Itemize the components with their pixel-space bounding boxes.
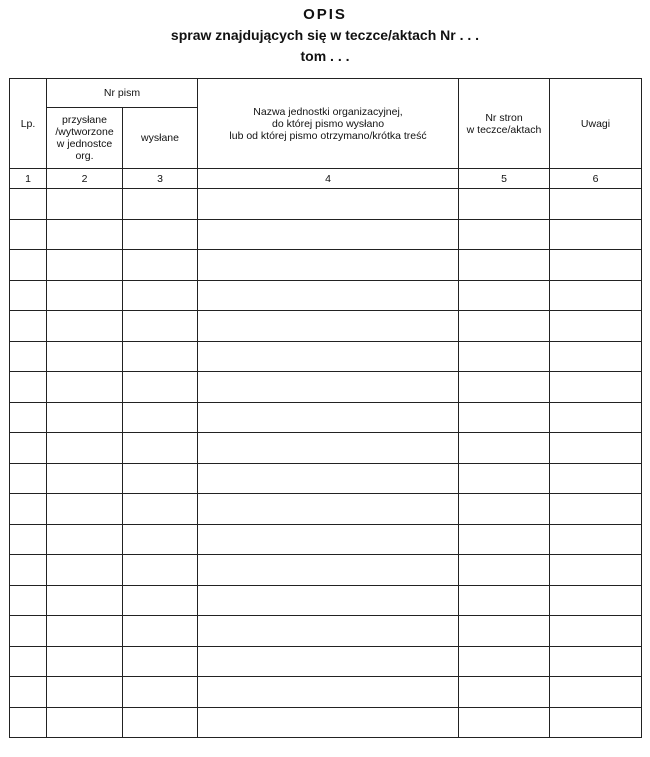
lp-cell (10, 189, 47, 220)
header-wyslane: wysłane (123, 108, 198, 169)
header-nr-stron-line: w teczce/aktach (466, 123, 542, 136)
lp-cell (10, 433, 47, 464)
lp-cell (10, 616, 47, 647)
header-nr-stron-line: Nr stron (485, 111, 523, 124)
table-row (10, 433, 642, 464)
header-nazwa-line: Nazwa jednostki organizacyjnej, (253, 105, 403, 118)
wyslane-cell (123, 646, 198, 677)
column-number: 6 (550, 169, 642, 189)
document-subtitle: spraw znajdujących się w teczce/aktach Nr . . . (170, 27, 480, 43)
nr-stron-cell (459, 463, 550, 494)
header-przyslane (47, 108, 123, 169)
volume-label: tom . . . (300, 48, 350, 64)
wyslane-cell (123, 311, 198, 342)
uwagi-cell (550, 433, 642, 464)
header-nr-stron (459, 79, 550, 169)
nazwa-cell (198, 585, 459, 616)
wyslane-cell (123, 250, 198, 281)
nazwa-cell (198, 494, 459, 525)
lp-cell (10, 311, 47, 342)
wyslane-cell (123, 219, 198, 250)
uwagi-cell (550, 219, 642, 250)
nr-stron-cell (459, 402, 550, 433)
header-nazwa-line: do której pismo wysłano (271, 117, 385, 130)
table-row (10, 250, 642, 281)
header-nazwa (198, 79, 459, 169)
nazwa-cell (198, 311, 459, 342)
wyslane-cell (123, 677, 198, 708)
table-row (10, 585, 642, 616)
nazwa-cell (198, 646, 459, 677)
uwagi-cell (550, 372, 642, 403)
przyslane-cell (47, 463, 123, 494)
header-przyslane-line: /wytworzone (55, 126, 114, 138)
nazwa-cell (198, 219, 459, 250)
nazwa-cell (198, 372, 459, 403)
lp-cell (10, 219, 47, 250)
przyslane-cell (47, 585, 123, 616)
table-row (10, 677, 642, 708)
nazwa-cell (198, 433, 459, 464)
column-number: 1 (10, 169, 47, 189)
uwagi-cell (550, 585, 642, 616)
nazwa-cell (198, 280, 459, 311)
table-row (10, 494, 642, 525)
table-row (10, 372, 642, 403)
nazwa-cell (198, 524, 459, 555)
header-lp: Lp. (10, 79, 47, 169)
uwagi-cell (550, 311, 642, 342)
lp-cell (10, 402, 47, 433)
nazwa-cell (198, 677, 459, 708)
table-row (10, 341, 642, 372)
uwagi-cell (550, 402, 642, 433)
header-uwagi: Uwagi (550, 79, 642, 169)
wyslane-cell (123, 280, 198, 311)
table-row (10, 616, 642, 647)
przyslane-cell (47, 524, 123, 555)
uwagi-cell (550, 616, 642, 647)
column-number: 4 (198, 169, 459, 189)
table-header (10, 79, 642, 189)
column-number: 2 (47, 169, 123, 189)
nazwa-cell (198, 707, 459, 738)
nr-stron-cell (459, 524, 550, 555)
table-row (10, 189, 642, 220)
uwagi-cell (550, 341, 642, 372)
uwagi-cell (550, 250, 642, 281)
przyslane-cell (47, 189, 123, 220)
lp-cell (10, 494, 47, 525)
uwagi-cell (550, 280, 642, 311)
uwagi-cell (550, 707, 642, 738)
wyslane-cell (123, 189, 198, 220)
wyslane-cell (123, 433, 198, 464)
lp-cell (10, 585, 47, 616)
nr-stron-cell (459, 372, 550, 403)
wyslane-cell (123, 524, 198, 555)
header-nr-pism: Nr pism (47, 79, 198, 108)
header-nazwa-line: lub od której pismo otrzymano/krótka treść (229, 129, 427, 142)
table-row (10, 707, 642, 738)
nazwa-cell (198, 341, 459, 372)
nr-stron-cell (459, 494, 550, 525)
table-body (10, 189, 642, 738)
lp-cell (10, 280, 47, 311)
nr-stron-cell (459, 341, 550, 372)
header-przyslane-line: w jednostce (56, 138, 113, 150)
uwagi-cell (550, 524, 642, 555)
uwagi-cell (550, 555, 642, 586)
lp-cell (10, 341, 47, 372)
przyslane-cell (47, 311, 123, 342)
przyslane-cell (47, 494, 123, 525)
przyslane-cell (47, 433, 123, 464)
przyslane-cell (47, 707, 123, 738)
table-row (10, 463, 642, 494)
lp-cell (10, 524, 47, 555)
nr-stron-cell (459, 677, 550, 708)
table-row (10, 646, 642, 677)
nr-stron-cell (459, 585, 550, 616)
header-przyslane-line: org. (75, 150, 94, 162)
przyslane-cell (47, 402, 123, 433)
column-number: 5 (459, 169, 550, 189)
wyslane-cell (123, 707, 198, 738)
table-row (10, 524, 642, 555)
nazwa-cell (198, 250, 459, 281)
przyslane-cell (47, 280, 123, 311)
lp-cell (10, 646, 47, 677)
lp-cell (10, 555, 47, 586)
header-przyslane-line: przysłane (62, 114, 107, 126)
table-row (10, 280, 642, 311)
wyslane-cell (123, 585, 198, 616)
przyslane-cell (47, 677, 123, 708)
nr-stron-cell (459, 707, 550, 738)
przyslane-cell (47, 646, 123, 677)
wyslane-cell (123, 402, 198, 433)
lp-cell (10, 250, 47, 281)
lp-cell (10, 463, 47, 494)
wyslane-cell (123, 463, 198, 494)
nr-stron-cell (459, 616, 550, 647)
nr-stron-cell (459, 311, 550, 342)
uwagi-cell (550, 646, 642, 677)
nr-stron-cell (459, 250, 550, 281)
przyslane-cell (47, 616, 123, 647)
records-table (9, 78, 642, 738)
wyslane-cell (123, 616, 198, 647)
uwagi-cell (550, 189, 642, 220)
lp-cell (10, 372, 47, 403)
lp-cell (10, 707, 47, 738)
wyslane-cell (123, 555, 198, 586)
nr-stron-cell (459, 433, 550, 464)
table-row (10, 555, 642, 586)
nr-stron-cell (459, 189, 550, 220)
wyslane-cell (123, 494, 198, 525)
uwagi-cell (550, 463, 642, 494)
nr-stron-cell (459, 646, 550, 677)
wyslane-cell (123, 372, 198, 403)
nr-stron-cell (459, 219, 550, 250)
wyslane-cell (123, 341, 198, 372)
przyslane-cell (47, 341, 123, 372)
table-row (10, 402, 642, 433)
nazwa-cell (198, 616, 459, 647)
nazwa-cell (198, 189, 459, 220)
nazwa-cell (198, 555, 459, 586)
nazwa-cell (198, 402, 459, 433)
przyslane-cell (47, 372, 123, 403)
uwagi-cell (550, 677, 642, 708)
nazwa-cell (198, 463, 459, 494)
uwagi-cell (550, 494, 642, 525)
przyslane-cell (47, 555, 123, 586)
przyslane-cell (47, 219, 123, 250)
document-title: OPIS (303, 6, 347, 23)
column-number-row (10, 169, 642, 189)
column-number: 3 (123, 169, 198, 189)
table-row (10, 311, 642, 342)
lp-cell (10, 677, 47, 708)
nr-stron-cell (459, 280, 550, 311)
table-row (10, 219, 642, 250)
nr-stron-cell (459, 555, 550, 586)
przyslane-cell (47, 250, 123, 281)
